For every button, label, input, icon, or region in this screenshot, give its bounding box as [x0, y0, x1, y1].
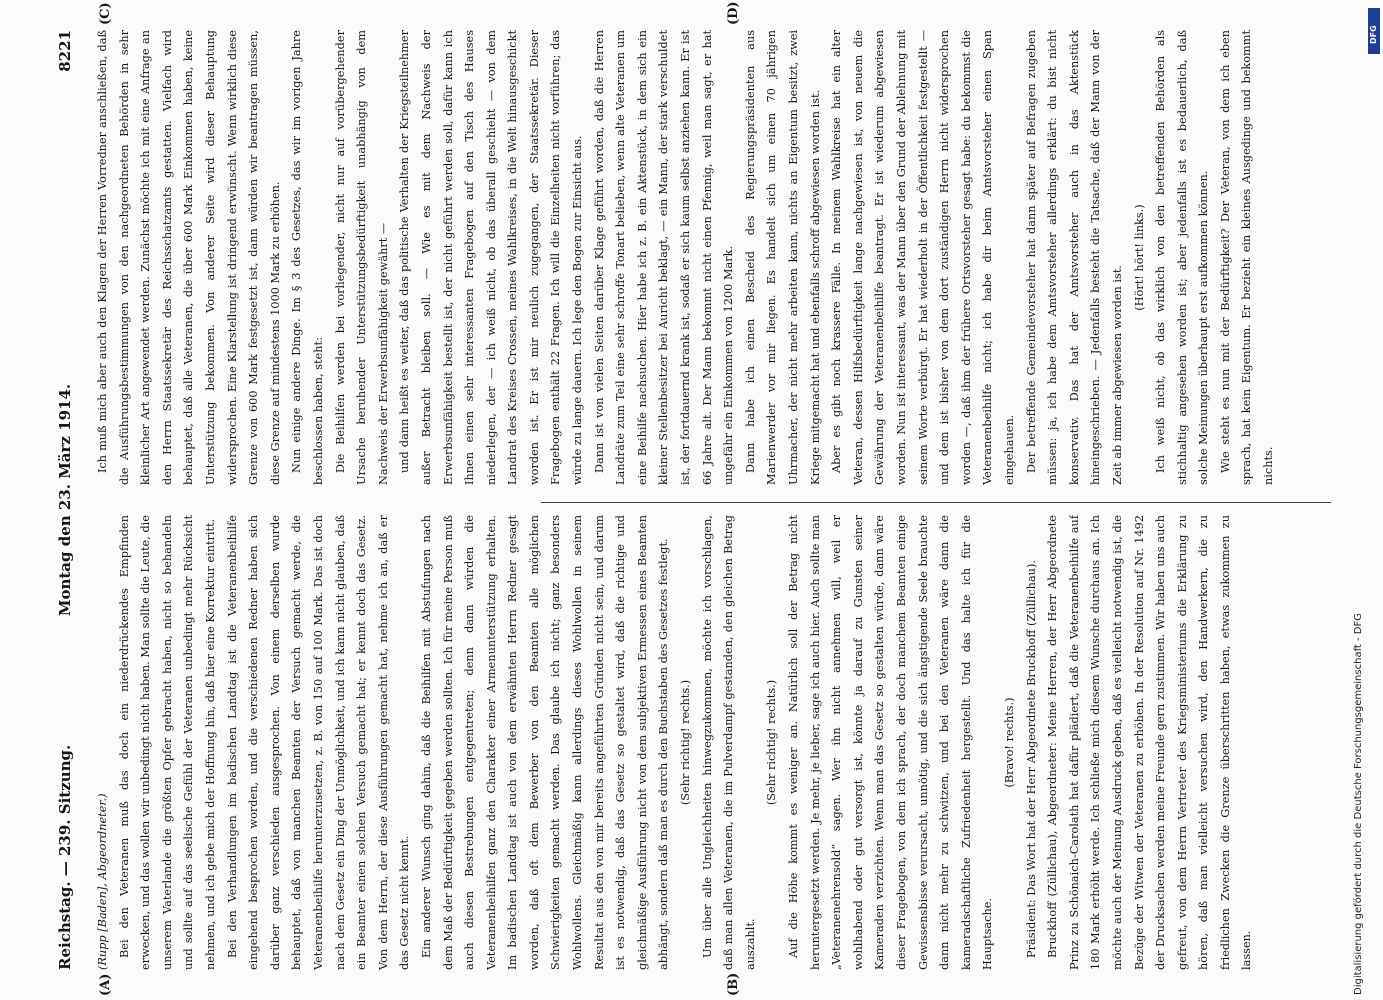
- paragraph: Um über alle Ungleichheiten hinwegzukommen, möchte ich vorschlagen, daß man allen Veteranen, die im Pulverdampf gestanden, den gleichen Betrag auszahlt.: [700, 515, 757, 970]
- margin-marker-b: (B): [726, 972, 741, 996]
- digitization-credit: Digitalisierung gefördert durch die Deutsche Forschungsgemeinschaft - DFG: [1353, 612, 1364, 995]
- speaker-paragraph: Bruckhoff (Züllichau), Abgeordneter: Meine Herren, der Herr Abgeordnete Prinz zu Schönaich-Carolath hat dafür plädiert, daß die Veteranenbeihilfe auf 180 Mark erhöht werde. Ich schließe mich diesem Wunsche durchaus an. Ich möchte auch der Meinung Ausdruck geben, daß es vielleicht notwendig ist, die Bezüge der Witwen der Veteranen zu erhöhen. In der Resolution auf Nr. 1492 der Drucksachen werden meine Freunde gern zustimmen. Wir haben uns auch gefreut, von dem Herrn Vertreter des Kriegsministeriums die Erklärung zu hören, daß man vielleicht versuchen wird, den Handwerkern, die zu friedlichen Zwecken die Grenze überschritten haben, etwas zukommen zu lassen.: [1046, 515, 1254, 970]
- margin-marker-a: (A): [98, 973, 113, 996]
- paragraph: Ein anderer Wunsch ging dahin, daß die Beihilfen mit Abstufungen nach dem Maß der Bedürftigkeit gegeben werden sollten. Ich für meine Person muß auch diesen Bestrebungen entgegentreten; denn dann würden die Veteranenbeihilfen ganz den Charakter einer Armenunterstützung erhalten. Im badischen Landtag ist auch von dem erwähnten Herrn Redner gesagt worden, daß oft dem Bewerber von den Beamten alle möglichen Schwierigkeiten gemacht werden. Das glaube ich nicht; ganz besonders Wohlwollens. Gleichmäßig kann allerdings dieses Wohlwollen in seinem Resultat aus den von mir bereits angeführten Gründen nicht sein, und darum ist es notwendig, daß das Gesetz so gestaltet wird, daß die richtige und gleichmäßige Ausführung nicht von dem subjektiven Ermessen eines Beamten abhängt, sondern daß man es durch den Buchstaben des Gesetzes festlegt.: [419, 515, 671, 970]
- paragraph: Dann ist von vielen Seiten darüber Klage geführt worden, daß die Herren Landräte zum Teil eine sehr schroffe Tonart belieben, wenn alte Veteranen um eine Beihilfe nachsuchen. Hier habe ich z. B. ein Aktenstück, in dem sich ein kleiner Stellenbesitzer bei Auricht beklagt, — ein Mann, der stark verschuldet ist, der fortdauernd krank ist, sodaß er sich kaum selbst anziehen kann. Er ist 66 Jahre alt. Der Mann bekommt nicht einen Pfennig, weil man sagt, er hat ungefähr ein Einkommen von 1200 Mark.: [592, 30, 736, 485]
- right-text-column: [92, 30, 1302, 485]
- margin-marker-d: (D): [726, 1, 741, 25]
- paragraph: Auf die Höhe kommt es weniger an. Natürlich soll der Betrag nicht heruntergesetzt werden. Je mehr, je lieber, sage ich auch hier. Auch sollte man „Veteranenehrensold“ sagen. Wer ihn nicht annehmen will, weil er wohlhabend oder gut versorgt ist, könnte ja darauf zu Gunsten seiner Kameraden verzichten. Wenn man das Gesetz so gestalten würde, dann wäre dieser Fragebogen, von dem ich sprach, der doch manchem Beamten einige Gewissensbisse verursacht, unnötig, und die sich ängstigende Seele brauchte dann nicht mehr zu schwitzen, und bei den Veteranen wäre dann die kameradschaftliche Zufriedenheit hergestellt. Und das halte ich für die Hauptsache.: [787, 515, 995, 970]
- paragraph: Bei den Verhandlungen im badischen Landtag ist die Veteranenbeihilfe eingehend besprochen worden, und die verschiedenen Redner haben sich darüber ganz verschieden ausgesprochen. Von einem derselben wurde behauptet, daß von manchen Beamten der Versuch gemacht werde, die Veteranenbeihilfe herunterzusetzen, z. B. von 150 auf 100 Mark. Das ist doch nach dem Gesetz ein Ding der Unmöglichkeit, und ich kann nicht glauben, daß ein Beamter einen solchen Versuch gemacht hat; er kennt doch das Gesetz. Von dem Herrn, der diese Ausführungen gemacht hat, nehme ich an, daß er das Gesetz nicht kennt.: [225, 515, 412, 970]
- rotated-print-page: [36, 0, 1336, 1000]
- dfg-logo: [1368, 8, 1380, 54]
- paragraph: Ich weiß nicht, ob das wirklich von den betreffenden Behörden als stichhaltig angesehen worden ist; aber jedenfalls ist es bedauerlich, daß solche Meinungen überhaupt erst aufkommen können.: [1154, 30, 1211, 485]
- paragraph: Der betreffende Gemeindevorsteher hat dann später auf Befragen zugeben müssen: ja, ich habe dem Amtsvorsteher allerdings erklärt: du bist nicht konservativ. Das hat der Amtsvorsteher auch in das Aktenstück hineingeschrieben. — Jedenfalls besteht die Tatsache, daß der Mann von der Zeit ab immer abgewiesen worden ist.: [1024, 30, 1124, 485]
- paragraph: Dann habe ich einen Bescheid des Regierungspräsidenten aus Marienwerder vor mir liegen. Es handelt sich um einen 70 jährigen Uhrmacher, der nicht mehr arbeiten kann, nichts an Eigentum besitzt, zwei Kriege mitgemacht hat und ebenfalls schroff abgewiesen worden ist.: [743, 30, 822, 485]
- interjection: (Sehr richtig! rechts.): [679, 679, 693, 806]
- interjection: (Sehr richtig! rechts.): [765, 679, 779, 806]
- paragraph: Wie steht es nun mit der Bedürftigkeit? Der Veteran, von dem ich eben sprach, hat kein Eigentum. Er bezieht ein kleines Ausgedinge und bekommt nichts.: [1218, 30, 1276, 485]
- paragraph: Die Beihilfen werden bei vorliegender, nicht nur auf vorübergehender Ursache beruhender Unterstützungsbedürftigkeit unabhängig von dem Nachweis der Erwerbsunfähigkeit gewährt —: [333, 30, 390, 485]
- interjection: (Hört! hört! links.): [1132, 204, 1146, 311]
- dfg-logo-text: DFG: [1369, 25, 1378, 44]
- paragraph: und dann heißt es weiter, daß das politische Verhalten der Kriegsteilnehmer außer Betracht bleiben soll. — Wie es mit dem Nachweis der Erwerbsunfähigkeit bestellt ist, der nicht geführt werden soll, dafür kann ich Ihnen einen sehr interessanten Fragebogen auf den Tisch des Hauses niederlegen, der — ich weiß nicht, ob das überall geschieht — von dem Landrat des Kreises Crossen, meines Wahlkreises, in die Welt hinausgeschickt worden ist. Er ist mir neulich zugegangen, der Staatssekretär. Dieser Fragebogen enthält 22 Fragen. Ich will die Einzelheiten nicht vorführen; das würde zu lange dauern. Ich lege den Bogen zur Einsicht aus.: [398, 30, 585, 485]
- header-date: Montag den 23. März 1914.: [56, 383, 74, 617]
- paragraph: Aber es gibt noch krassere Fälle. In meinem Wahlkreise hat ein alter Veteran, dessen Hilfsbedürftigkeit lange nachgewiesen ist, von neuem die Gewährung der Veteranenbeihilfe beantragt. Er ist wiederum abgewiesen worden. Nun ist interessant, was der Mann über den Grund der Ablehnung mit seinem Worte verbürgt. Er hat wiederholt in der Öffentlichkeit festgestellt — und dem ist bisher von dem dort zuständigen Herrn nicht widersprochen worden —, daß ihm der frühere Ortsvorsteher gesagt habe: du bekommst die Veteranenbeihilfe nicht; ich habe dir beim Amtsvorsteher einen Span eingehauen.: [830, 30, 1016, 485]
- speaker-paragraph: Präsident: Das Wort hat der Herr Abgeordnete Bruckhoff (Züllichau).: [1024, 560, 1038, 958]
- left-text-column: [92, 515, 1302, 970]
- page-number: 8221: [56, 30, 74, 72]
- paragraph: Ich muß mich aber auch den Klagen der Herren Vorredner anschließen, daß die Ausführungsbestimmungen von den nachgeordneten Behörden in sehr kleinlicher Art angewendet werden. Zunächst möchte ich mit eine Anfrage an den Herrn Staatssekretär des Reichsschatzamts gestatten. Vielfach wird behauptet, daß alle Veteranen, die über 600 Mark Einkommen haben, keine Unterstützung bekommen. Von anderer Seite wird dieser Behauptung widersprochen. Eine Klarstellung ist dringend erwünscht. Wenn wirklich diese Grenze von 600 Mark festgesetzt ist, dann würden wir beantragen müssen, diese Grenze auf mindestens 1000 Mark zu erhöhen.: [96, 30, 282, 485]
- speaker-paragraph: (Rupp [Baden], Abgeordneter.): [96, 793, 109, 970]
- margin-marker-c: (C): [98, 2, 113, 25]
- paragraph: Nun einige andere Dinge. Im § 3 des Gesetzes, das wir im vorigen Jahre beschlossen haben, steht:: [290, 30, 325, 485]
- interjection: (Bravo! rechts.): [1002, 697, 1016, 788]
- page-header: [48, 30, 84, 970]
- header-left: Reichstag. — 239. Sitzung.: [56, 744, 74, 970]
- column-divider: [541, 502, 1331, 503]
- paragraph: Bei den Veteranen muß das doch ein niederdrückendes Empfinden erwecken, und das wollen wir unbedingt nicht haben. Man sollte die Leute, die unserem Vaterlande die größten Opfer gebracht haben, nicht so behandeln und sollte auf das seelische Gefühl der Veteranen unbedingt mehr Rücksicht nehmen, und ich gebe mich der Hoffnung hin, daß hier eine Korrektur eintritt.: [117, 515, 217, 970]
